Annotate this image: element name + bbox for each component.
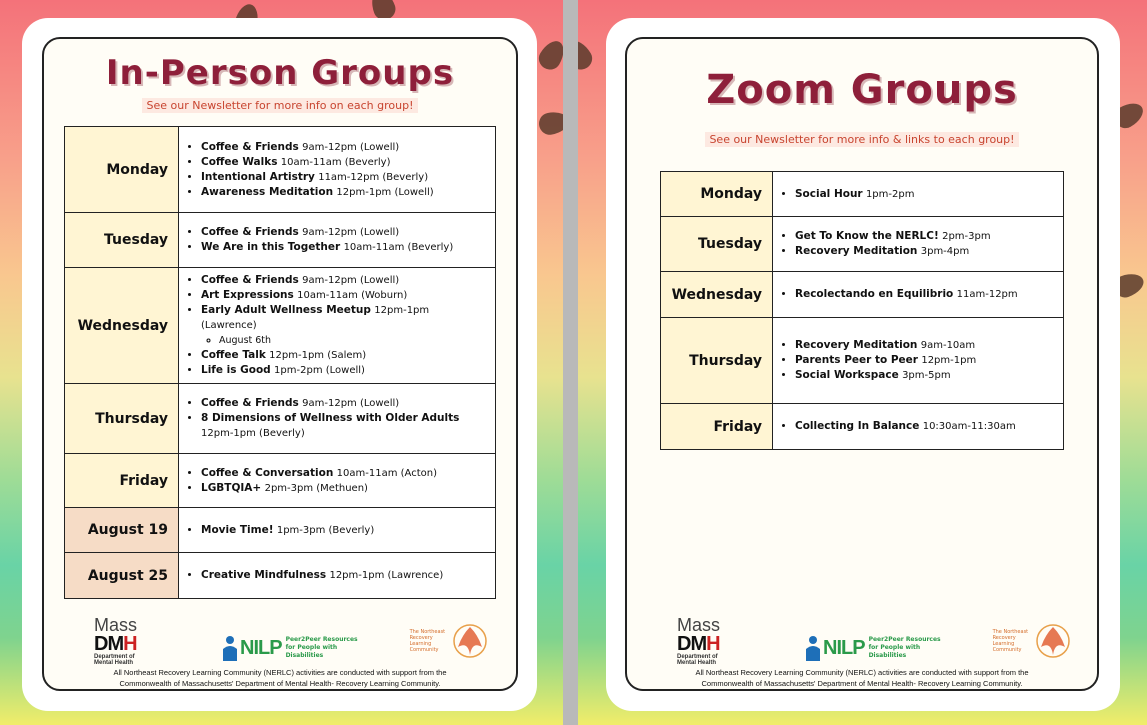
table-row [661,318,1064,404]
event-time: 9am-12pm (Lowell) [302,398,400,409]
event-time: 1pm-3pm (Beverly) [276,524,375,536]
mass-dmh-logo: Mass DMH Department of Mental Health [94,615,138,666]
event-name: Awareness Meditation [201,185,334,198]
event-time: 9am-12pm (Lowell) [302,227,400,238]
event-name: Coffee & Conversation [201,466,334,479]
phoenix-logo: The Northeast Recovery Learning Community [993,621,1073,661]
events-cell [179,508,496,553]
day-cell: Friday [661,404,773,450]
footer-text: All Northeast Recovery Learning Community (NERLC) activities are conducted with support from the Commonwealth of Massachusetts' Department of Mental Health- Recovery Learning Community. [695,668,1029,688]
table-row [65,127,496,213]
event-time: 12pm-1pm (Beverly) [201,428,305,439]
event-item [795,368,1055,383]
event-item [201,523,487,538]
day-cell: Monday [65,127,179,213]
day-cell: Thursday [65,384,179,454]
seed-decoration [578,37,596,74]
day-cell: Wednesday [661,272,773,318]
nilp-logo: NILP Peer2Peer Resources for People with Disabilities [803,635,949,661]
seed-decoration [535,37,563,74]
event-name: Intentional Artistry [201,170,315,183]
event-name: Coffee Walks [201,155,278,168]
day-cell: August 25 [65,553,179,599]
event-item [795,419,1055,434]
table-row [661,217,1064,272]
event-name: Recovery Meditation [795,339,918,351]
table-row [661,272,1064,318]
event-item [795,338,1055,353]
event-name: Coffee & Friends [201,226,299,238]
table-row [65,454,496,508]
event-name: Creative Mindfulness [201,569,327,581]
event-item [201,185,487,200]
table-row [661,404,1064,450]
event-name: Art Expressions [201,289,294,301]
event-time: 10am-11am (Acton) [336,467,437,479]
event-name: Coffee & Friends [201,140,299,153]
event-time: 10am-11am (Beverly) [280,156,391,168]
event-item [795,187,1055,202]
event-name: 8 Dimensions of Wellness with Older Adults [201,412,460,424]
event-item [201,303,487,348]
event-item [201,363,487,378]
logos-row [677,616,1073,666]
events-cell [773,172,1064,217]
day-cell: Monday [661,172,773,217]
event-time: 10:30am-11:30am [922,421,1016,432]
event-name: Coffee Talk [201,349,266,361]
event-time: 10am-11am (Woburn) [297,290,408,301]
event-item [201,466,487,481]
event-time: 12pm-1pm (Lawrence) [201,305,430,331]
event-name: Social Hour [795,187,863,200]
seed-decoration [537,110,563,137]
person-icon [220,635,240,661]
event-item [201,348,487,363]
event-name: Life is Good [201,364,271,376]
event-time: 9am-12pm (Lowell) [302,141,400,153]
events-cell [773,217,1064,272]
event-item [201,481,487,496]
events-cell [773,272,1064,318]
event-time: 12pm-1pm [921,355,977,366]
events-cell [179,268,496,384]
event-name: Recolectando en Equilibrio [795,288,954,300]
phoenix-logo: The Northeast Recovery Learning Community [410,621,490,661]
event-item [201,288,487,303]
event-time: 3pm-4pm [920,246,970,257]
subtitle: See our Newsletter for more info on each group! [44,99,516,112]
table-row [661,172,1064,217]
day-cell: Tuesday [65,213,179,268]
events-cell [179,127,496,213]
event-name: Collecting In Balance [795,420,920,432]
event-item [201,225,487,240]
event-name: LGBTQIA+ [201,481,262,494]
zoom-page [578,0,1147,725]
day-cell: Friday [65,454,179,508]
logos-row [94,616,490,666]
table-row [65,384,496,454]
event-time: 9am-10am [920,340,976,351]
event-time: 12pm-1pm (Lowell) [336,186,434,198]
event-time: 12pm-1pm (Salem) [269,350,367,361]
event-item [201,273,487,288]
zoom-table [660,171,1064,450]
table-row [65,553,496,599]
in-person-page [0,0,563,725]
table-row [65,268,496,384]
day-cell: Wednesday [65,268,179,384]
event-name: Social Workspace [795,369,899,381]
schedule-card [625,37,1099,691]
event-name: Coffee & Friends [201,274,299,286]
event-name: Parents Peer to Peer [795,354,918,366]
event-name: We Are in this Together [201,241,341,253]
events-cell [179,213,496,268]
events-cell [179,384,496,454]
event-time: 10am-11am (Beverly) [343,242,454,253]
event-item [795,287,1055,302]
in-person-table [64,126,496,599]
event-item [201,155,487,170]
day-cell: Thursday [661,318,773,404]
subtitle: See our Newsletter for more info & links to each group! [627,133,1097,146]
events-cell [773,404,1064,450]
footer-text: All Northeast Recovery Learning Community (NERLC) activities are conducted with support from the Commonwealth of Massachusetts' Department of Mental Health- Recovery Learning Community. [113,668,447,688]
event-item [201,568,487,583]
event-item [795,244,1055,259]
day-cell: August 19 [65,508,179,553]
event-name: Early Adult Wellness Meetup [201,304,371,316]
event-time: 1pm-2pm [865,188,915,200]
table-row [65,508,496,553]
events-cell [179,553,496,599]
event-time: 3pm-5pm [902,370,951,381]
event-time: 9am-12pm (Lowell) [302,275,400,286]
event-time: 1pm-2pm (Lowell) [274,365,365,376]
day-cell: Tuesday [661,217,773,272]
event-name: Recovery Meditation [795,245,918,257]
event-item [201,396,487,411]
page-title: In-Person Groups [105,53,455,93]
event-item [201,140,487,155]
event-item [201,240,487,255]
phoenix-icon [1033,621,1073,661]
phoenix-icon [450,621,490,661]
event-item [201,170,487,185]
event-item [795,353,1055,368]
event-name: Coffee & Friends [201,397,299,409]
event-time: 2pm-3pm (Methuen) [264,482,368,494]
event-time: 12pm-1pm (Lawrence) [329,570,444,581]
person-icon [803,635,823,661]
event-time: 11am-12pm (Beverly) [318,171,429,183]
table-row [65,213,496,268]
events-cell [773,318,1064,404]
event-time: 2pm-3pm [942,231,991,242]
event-item [795,229,1055,244]
nilp-logo: NILP Peer2Peer Resources for People with Disabilities [220,635,366,661]
event-name: Movie Time! [201,523,274,536]
event-item [201,411,487,441]
schedule-card [42,37,518,691]
event-subitem: ◦ August 6th [219,333,487,348]
event-time: 11am-12pm [956,289,1018,300]
event-name: Get To Know the NERLC! [795,230,939,242]
page-title: Zoom Groups [706,67,1018,113]
events-cell [179,454,496,508]
mass-dmh-logo: Mass DMH Department of Mental Health [677,615,721,666]
